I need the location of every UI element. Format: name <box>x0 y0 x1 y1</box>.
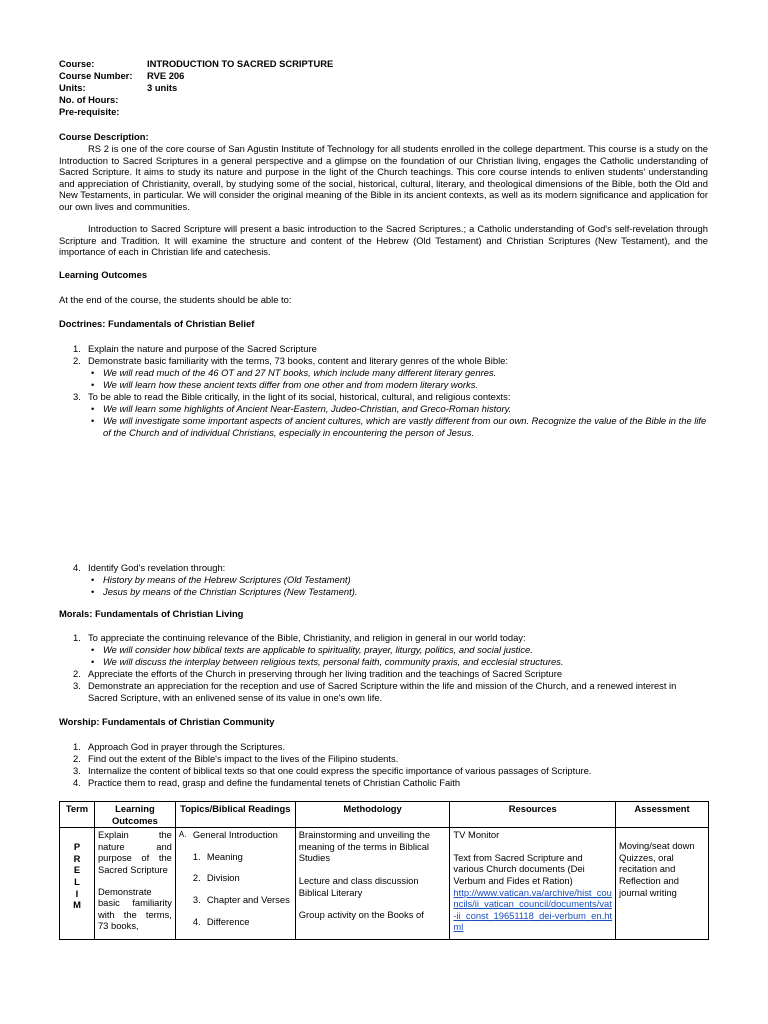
column-header: Methodology <box>295 802 450 828</box>
course-number-label: Course Number: <box>59 70 133 81</box>
column-header: Assessment <box>616 802 709 828</box>
hours-label: No. of Hours: <box>59 94 119 105</box>
topics-cell: A. General Introduction 1. Meaning 2. Division 3. Chapter and Verses 4. Difference <box>175 828 295 940</box>
worship-heading: Worship: Fundamentals of Christian Community <box>59 716 275 727</box>
learning-outcomes-intro: At the end of the course, the students should be able to: <box>59 294 292 305</box>
bullet-item: • Jesus by means of the Christian Scriptures (New Testament). <box>91 586 358 597</box>
bullet-item: • We will discuss the interplay between religious texts, personal faith, community praxis, and ecclesial structures. <box>91 656 564 667</box>
doctrines-list-continued <box>59 562 708 598</box>
resources-cell: TV Monitor Text from Sacred Scripture and various Church documents (Dei Verbum and Fides et Ration) http://www.vatican.va/archive/hist_councils/ii_vatican_council/documents/vat-ii_const_19651118_dei-verbum_en.html <box>450 828 616 940</box>
morals-list <box>59 632 708 703</box>
bullet-item: • We will read much of the 46 OT and 27 NT books, which include many different literary genres. <box>91 367 497 378</box>
list-item: 3. Demonstrate an appreciation for the reception and use of Sacred Scripture within the life and mission of the Church, and a renewed interest in Sacred Scripture, with an enlivened sense of its value in one's own life. <box>73 680 677 703</box>
list-item: 4. Identify God's revelation through: <box>73 562 226 573</box>
course-number: RVE 206 <box>147 70 185 81</box>
list-item: 1. Approach God in prayer through the Scriptures. <box>73 741 285 752</box>
learning-outcomes-heading: Learning Outcomes <box>59 269 148 280</box>
worship-list <box>59 741 708 789</box>
assessment-cell: Moving/seat down Quizzes, oral recitation and Reflection and journal writing <box>616 828 709 940</box>
course-header <box>59 58 333 118</box>
column-header: Learning Outcomes <box>94 802 175 828</box>
doctrines-list <box>59 343 708 438</box>
description-heading: Course Description: <box>59 131 149 142</box>
bullet-item: • We will learn some highlights of Ancient Near-Eastern, Judeo-Christian, and Greco-Roman history. <box>91 403 512 414</box>
vatican-document-link[interactable]: http://www.vatican.va/archive/hist_councils/ii_vatican_council/documents/vat-ii_const_19651118_dei-verbum_en.html <box>453 886 613 933</box>
morals-heading: Morals: Fundamentals of Christian Living <box>59 608 244 619</box>
list-item: 2. Appreciate the efforts of the Church in preserving through her living tradition and the teachings of Sacred Scripture <box>73 668 563 679</box>
bullet-item: • History by means of the Hebrew Scriptures (Old Testament) <box>91 574 351 585</box>
units-label: Units: <box>59 82 86 93</box>
list-item: 2. Demonstrate basic familiarity with the terms, 73 books, content and literary genres of the whole Bible: <box>73 355 508 366</box>
list-item: 3. Internalize the content of biblical texts so that one could express the specific importance of various passages of Scripture. <box>73 765 592 776</box>
column-header: Term <box>60 802 95 828</box>
prereq-label: Pre-requisite: <box>59 106 120 117</box>
doctrines-heading: Doctrines: Fundamentals of Christian Belief <box>59 318 255 329</box>
description-paragraph-1: RS 2 is one of the core course of San Agustin Institute of Technology for all students enrolled in the college department. This course is a study on the Introduction to Sacred Scriptures in a general perspective and a glimpse on the foundation of our Christian living, engages the Catholic understanding of Sacred Scripture. It aims to study its nature and purpose in the light of the Church teachings. This core course intends to enliven students' understanding and appreciation of Christianity, overall, by studying some of the social, historical, cultural, literary, and theological dimensions of the Bible, both the Old and New Testaments, in particular. We will consider the original meaning of the Bible in its ancient contexts, as well as its modern significance and application for our own lives and communities. <box>59 143 708 212</box>
list-item: 1. Explain the nature and purpose of the Sacred Scripture <box>73 343 317 354</box>
table-row <box>60 828 709 940</box>
list-item: 2. Find out the extent of the Bible's impact to the lives of the Filipino students. <box>73 753 399 764</box>
column-header: Topics/Biblical Readings <box>175 802 295 828</box>
outcomes-cell: Explain the nature and purpose of the Sacred Scripture Demonstrate basic familiarity with the terms, 73 books, <box>94 828 175 940</box>
course-schedule-table <box>59 801 709 940</box>
list-item: 3. To be able to read the Bible critically, in the light of its social, historical, cultural, and religious contexts: <box>73 391 511 402</box>
list-item: 4. Practice them to read, grasp and define the fundamental tenets of Christian Catholic Faith <box>73 777 461 788</box>
course-title: INTRODUCTION TO SACRED SCRIPTURE <box>147 58 334 69</box>
units-value: 3 units <box>147 82 178 93</box>
column-header: Resources <box>450 802 616 828</box>
bullet-item: • We will learn how these ancient texts differ from one other and from modern literary works. <box>91 379 478 390</box>
term-cell: P R E L I M <box>60 828 95 940</box>
bullet-item: • We will consider how biblical texts are applicable to spirituality, prayer, liturgy, politics, and social justice. <box>91 644 533 655</box>
table-header-row <box>60 802 709 828</box>
course-label: Course: <box>59 58 95 69</box>
description-paragraph-2: Introduction to Sacred Scripture will present a basic introduction to the Sacred Scriptures.; a Catholic understanding of God's self-revelation through Scripture and Tradition. It will examine the structure and content of the Hebrew (Old Testament) and Christian Scriptures (New Testament), and the importance of each in Christian life and catechesis. <box>59 223 708 258</box>
bullet-item: • We will investigate some important aspects of ancient cultures, which are vastly different from our own. Recognize the value of the Bible in the life of the Church and of individual Christians, especially in encountering the person of Jesus. <box>91 415 707 438</box>
list-item: 1. To appreciate the continuing relevance of the Bible, Christianity, and religion in general in our world today: <box>73 632 526 643</box>
methodology-cell: Brainstorming and unveiling the meaning of the terms in Biblical Studies Lecture and class discussion Biblical Literary Group activity on the Books of <box>295 828 450 940</box>
